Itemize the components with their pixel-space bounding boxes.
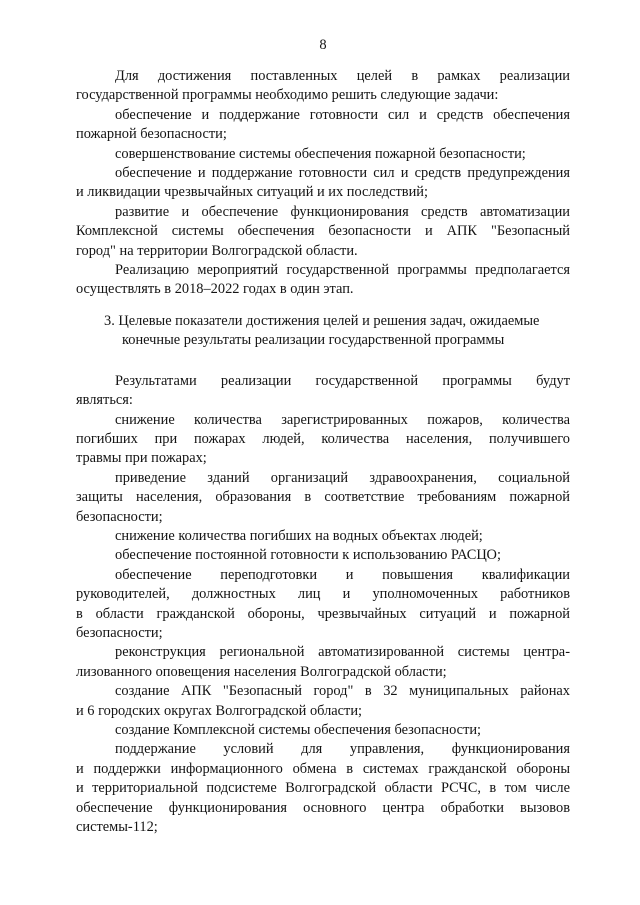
- results-paragraph: [76, 411, 570, 469]
- results-paragraph: [76, 527, 570, 546]
- intro-section: [76, 67, 570, 300]
- document-page: [76, 0, 570, 905]
- results-paragraph: [76, 682, 570, 721]
- section-heading: [76, 312, 570, 351]
- intro-paragraph-line: Реализацию мероприятий государственной программы предполагается: [115, 262, 570, 279]
- results-paragraph-line: обеспечение постоянной готовности к использованию РАСЦО;: [115, 547, 501, 564]
- section-heading-line-2: конечные результаты реализации государственной программы: [122, 332, 505, 349]
- intro-paragraph-line: совершенствование системы обеспечения пожарной безопасности;: [115, 145, 526, 162]
- results-paragraph-line: создание АПК "Безопасный город" в 32 муниципальных районах: [115, 683, 570, 700]
- results-paragraph-line: и территориальной подсистеме Волгоградской области РСЧС, в том числе: [76, 780, 570, 797]
- results-paragraph: [76, 469, 570, 527]
- intro-paragraph-line: государственной программы необходимо решить следующие задачи:: [76, 87, 499, 104]
- intro-paragraph-line: обеспечение и поддержание готовности сил и средств предупреждения: [115, 165, 570, 182]
- document-body: [76, 67, 570, 837]
- section-heading-line-1: 3. Целевые показатели достижения целей и решения задач, ожидаемые: [104, 312, 540, 329]
- results-paragraph-line: руководителей, должностных лиц и уполномоченных работников: [76, 586, 570, 603]
- page-number: 8: [319, 37, 327, 53]
- intro-paragraph-line: Для достижения поставленных целей в рамках реализации: [115, 68, 570, 84]
- results-paragraph-line: в области гражданской обороны, чрезвычайных ситуаций и пожарной: [76, 605, 570, 622]
- results-paragraph: [76, 721, 570, 740]
- results-paragraph: [76, 643, 570, 682]
- results-paragraph-line: погибших при пожарах людей, количества населения, получившего: [76, 430, 570, 447]
- results-paragraph: [76, 740, 570, 837]
- results-paragraph-line: реконструкция региональной автоматизированной системы центра-: [115, 644, 570, 661]
- intro-paragraph-line: осуществлять в 2018–2022 годах в один этап.: [76, 281, 354, 298]
- intro-paragraph: [76, 145, 570, 164]
- intro-paragraph-line: пожарной безопасности;: [76, 126, 227, 143]
- results-paragraph-line: Результатами реализации государственной программы будут: [115, 372, 570, 389]
- results-paragraph-line: приведение зданий организаций здравоохранения, социальной: [115, 469, 570, 486]
- results-paragraph: [76, 546, 570, 565]
- intro-paragraph: [76, 106, 570, 145]
- results-paragraph-line: системы-112;: [76, 819, 158, 836]
- results-paragraph-line: снижение количества погибших на водных объектах людей;: [115, 527, 483, 544]
- results-paragraph-line: обеспечение переподготовки и повышения квалификации: [115, 566, 570, 583]
- intro-paragraph-line: Комплексной системы обеспечения безопасности и АПК "Безопасный: [76, 223, 570, 240]
- results-paragraph-line: травмы при пожарах;: [76, 450, 207, 467]
- results-section: [76, 372, 570, 838]
- intro-paragraph: [76, 261, 570, 300]
- intro-paragraph-line: город" на территории Волгоградской области.: [76, 242, 358, 259]
- results-paragraph: [76, 372, 570, 411]
- intro-paragraph: [76, 203, 570, 261]
- results-paragraph-line: лизованного оповещения населения Волгоградской области;: [76, 663, 447, 680]
- results-paragraph-line: снижение количества зарегистрированных пожаров, количества: [115, 411, 570, 428]
- intro-paragraph: [76, 67, 570, 106]
- results-paragraph-line: обеспечение функционирования основного центра обработки вызовов: [76, 799, 570, 816]
- results-paragraph-line: безопасности;: [76, 624, 163, 641]
- intro-paragraph: [76, 164, 570, 203]
- results-paragraph-line: и поддержки информационного обмена в системах гражданской обороны: [76, 760, 570, 777]
- results-paragraph-line: поддержание условий для управления, функционирования: [115, 741, 570, 758]
- intro-paragraph-line: развитие и обеспечение функционирования средств автоматизации: [115, 203, 570, 220]
- results-paragraph-line: являться:: [76, 392, 133, 409]
- results-paragraph: [76, 566, 570, 644]
- results-paragraph-line: и 6 городских округах Волгоградской области;: [76, 702, 363, 719]
- results-paragraph-line: защиты населения, образования в соответствие требованиям пожарной: [76, 489, 570, 506]
- results-paragraph-line: безопасности;: [76, 508, 163, 525]
- intro-paragraph-line: и ликвидации чрезвычайных ситуаций и их последствий;: [76, 184, 429, 201]
- results-paragraph-line: создание Комплексной системы обеспечения безопасности;: [115, 722, 482, 738]
- intro-paragraph-line: обеспечение и поддержание готовности сил и средств обеспечения: [115, 106, 570, 123]
